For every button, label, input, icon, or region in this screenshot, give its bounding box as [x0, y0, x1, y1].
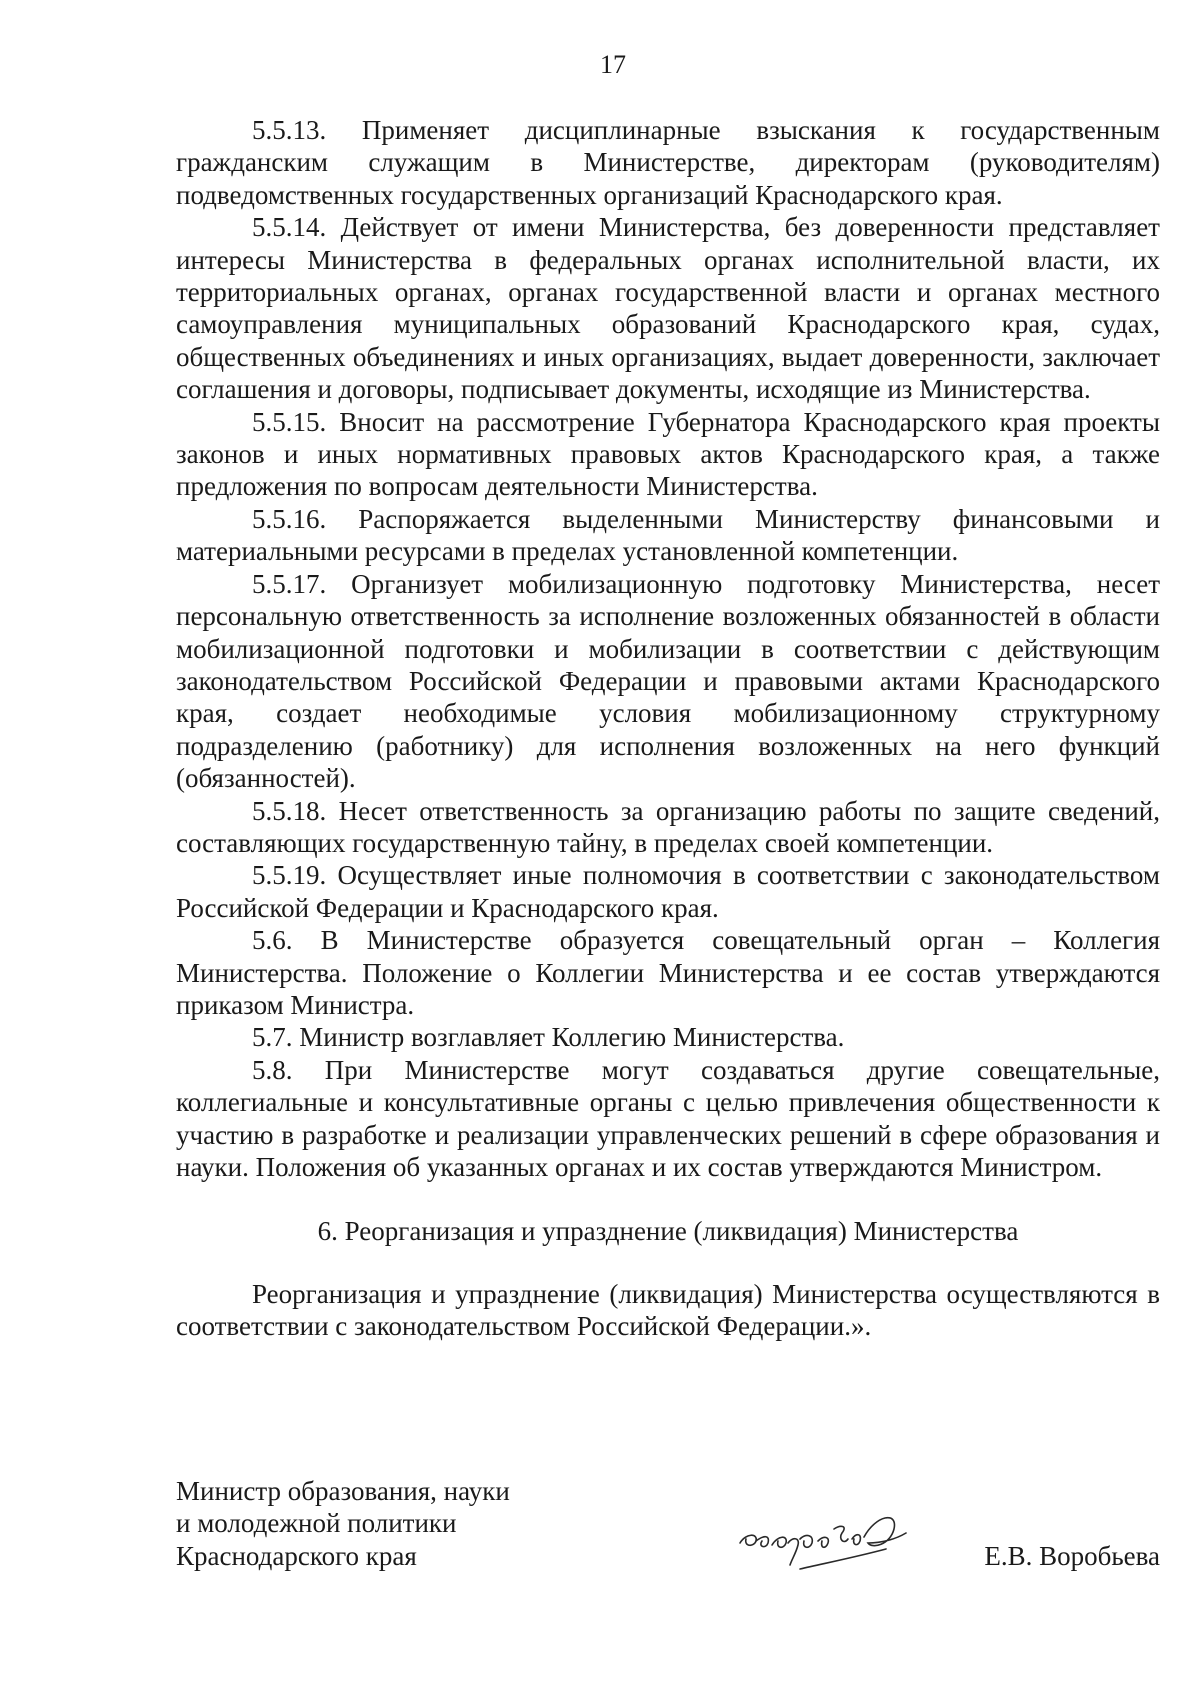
section-heading: 6. Реорганизация и упразднение (ликвидация) Министерства	[317, 1216, 1019, 1247]
paragraph-5-5-15: 5.5.15. Вносит на рассмотрение Губернатора Краснодарского края проекты законов и иных нормативных правовых актов Краснодарского края, а также предложения по вопросам деятельности Министерства.	[176, 406, 1160, 502]
signature-block	[176, 1475, 1160, 1605]
paragraph-5-5-17: 5.5.17. Организует мобилизационную подготовку Министерства, несет персональную ответственность за исполнение возложенных обязанностей в области мобилизационной подготовки и мобилизации в соответствии с действующим законодательством Российской Федерации и правовыми актами Краснодарского края, создает необходимые условия мобилизационному структурному подразделению (работнику) для исполнения возложенных на него функций (обязанностей).	[176, 568, 1160, 794]
paragraph-5-8: 5.8. При Министерстве могут создаваться другие совещательные, коллегиальные и консультативные органы с целью привлечения общественности к участию в разработке и реализации управленческих решений в сфере образования и науки. Положения об указанных органах и их состав утверждаются Министром.	[176, 1054, 1160, 1182]
page-number: 17	[600, 50, 626, 79]
signatory-position-line: и молодежной политики	[176, 1508, 457, 1539]
paragraph-5-7: 5.7. Министр возглавляет Коллегию Министерства.	[252, 1022, 845, 1053]
paragraph-5-5-16: 5.5.16. Распоряжается выделенными Министерству финансовыми и материальными ресурсами в пределах установленной компетенции.	[176, 503, 1160, 567]
section-6-paragraph: Реорганизация и упразднение (ликвидация) Министерства осуществляются в соответствии с законодательством Российской Федерации.».	[176, 1278, 1160, 1342]
signatory-position-line: Краснодарского края	[176, 1540, 417, 1571]
signatory-position	[176, 1475, 510, 1572]
signatory-name: Е.В. Воробьева	[984, 1541, 1160, 1571]
paragraph-5-5-14: 5.5.14. Действует от имени Министерства, без доверенности представляет интересы Министерства в федеральных органах исполнительной власти, их территориальных органах, органах государственной власти и органах местного самоуправления муниципальных образований Краснодарского края, судах, общественных объединениях и иных организациях, выдает доверенности, заключает соглашения и договоры, подписывает документы, исходящие из Министерства.	[176, 212, 1160, 405]
paragraph-5-5-18: 5.5.18. Несет ответственность за организацию работы по защите сведений, составляющих государственную тайну, в пределах своей компетенции.	[176, 795, 1160, 858]
document-body	[176, 114, 1160, 1343]
paragraph-5-5-19: 5.5.19. Осуществляет иные полномочия в соответствии с законодательством Российской Федерации и Краснодарского края.	[176, 860, 1160, 923]
handwritten-signature	[736, 1509, 936, 1579]
paragraph-5-5-13: 5.5.13. Применяет дисциплинарные взыскания к государственным гражданским служащим в Министерстве, директорам (руководителям) подведомственных государственных организаций Краснодарского края.	[176, 115, 1160, 210]
paragraph-5-6: 5.6. В Министерстве образуется совещательный орган – Коллегия Министерства. Положение о Коллегии Министерства и ее состав утверждаются приказом Министра.	[176, 925, 1160, 1020]
signatory-position-line: Министр образования, науки	[176, 1476, 510, 1506]
